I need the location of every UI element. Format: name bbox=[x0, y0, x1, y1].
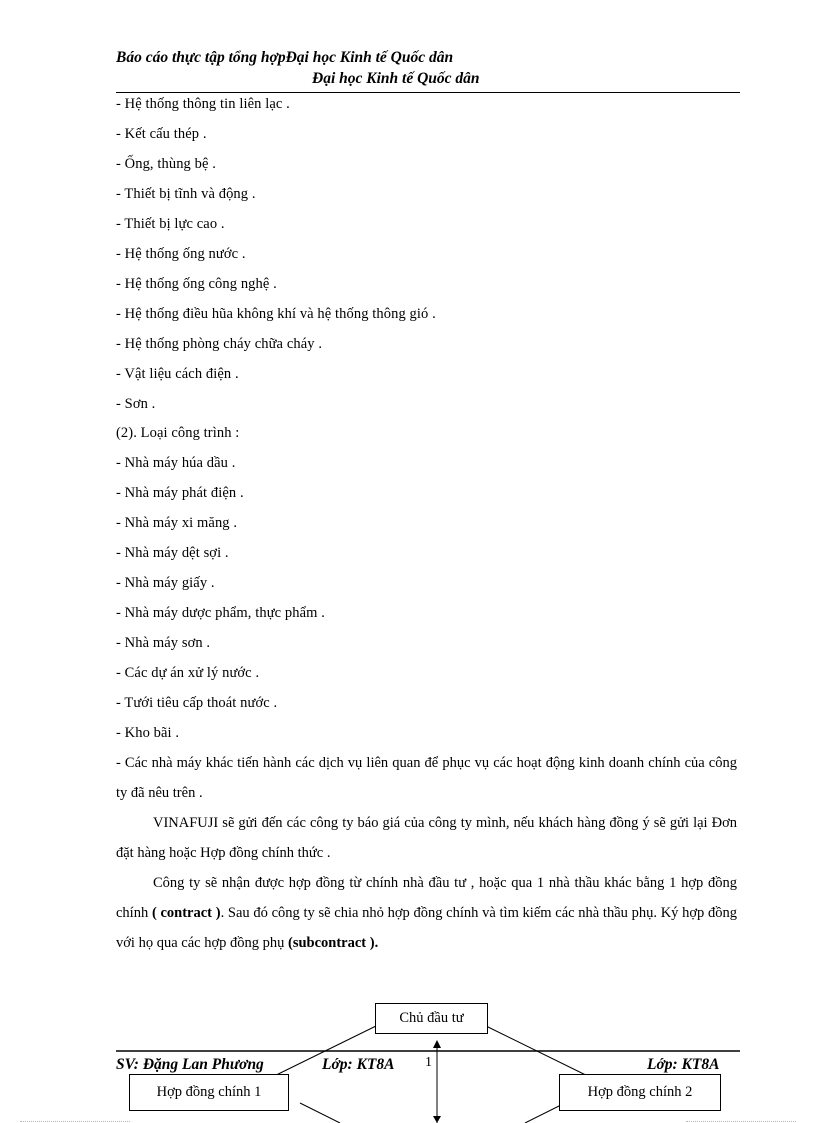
header-subtitle: Đại học Kinh tế Quốc dân bbox=[312, 70, 480, 87]
paragraph-vinafuji-text: VINAFUJI sẽ gửi đến các công ty báo giá của công ty mình, nếu khách hàng đồng ý sẽ gửi lại Đơn đặt hàng hoặc Hợp đồng chính thức . bbox=[116, 815, 737, 861]
paragraph-other-factories: - Các nhà máy khác tiến hành các dịch vụ liên quan để phục vụ các hoạt động kinh doanh chính của công ty đã nêu trên . bbox=[116, 755, 737, 801]
list-item: - Nhà máy phát điện . bbox=[116, 485, 244, 502]
paragraph-contracts-text-b: . Sau đó công ty sẽ chia nhỏ hợp đồng chính và tìm kiếm các nhà thầu phụ. Ký hợp đồng với họ qua các hợp đồng phụ bbox=[116, 905, 738, 951]
list-item: - Nhà máy dược phẩm, thực phẩm . bbox=[116, 605, 325, 622]
list-item: - Ống, thùng bệ . bbox=[116, 155, 216, 172]
list-item: - Nhà máy giấy . bbox=[116, 575, 215, 592]
footer-class-right: Lớp: KT8A bbox=[647, 1056, 720, 1073]
list-item: - Kho bãi . bbox=[116, 724, 180, 741]
list-item: - Hệ thống thông tin liên lạc . bbox=[116, 96, 290, 112]
page-number: 1 bbox=[425, 1055, 432, 1070]
page-edge-dots-right bbox=[686, 1121, 796, 1122]
page-edge-dots-left bbox=[20, 1121, 130, 1122]
list-item: - Các dự án xử lý nước . bbox=[116, 665, 260, 682]
list-item: - Vật liệu cách điện . bbox=[116, 365, 239, 382]
footer-student: SV: Đặng Lan Phương bbox=[116, 1056, 264, 1073]
list-item: - Nhà máy dệt sợi . bbox=[116, 545, 229, 562]
list-item: - Nhà máy sơn . bbox=[116, 635, 211, 652]
list-item: - Hệ thống phòng cháy chữa cháy . bbox=[116, 335, 323, 352]
subcontract-term: (subcontract ). bbox=[287, 935, 379, 951]
list-item: - Hệ thống ống nước . bbox=[116, 245, 246, 262]
contract-term: ( contract ) bbox=[151, 905, 221, 921]
center-arrow-down bbox=[433, 1116, 441, 1123]
list-item: - Tưới tiêu cấp thoát nước . bbox=[116, 695, 278, 711]
list-item: - Hệ thống ống công nghệ . bbox=[116, 275, 277, 292]
header-title: Báo cáo thực tập tổng hợpĐại học Kinh tế Quốc dân bbox=[116, 49, 454, 66]
list-item: - Sơn . bbox=[116, 395, 156, 412]
list-item: - Nhà máy húa dầu . bbox=[116, 455, 236, 472]
investor-box: Chủ đầu tư bbox=[375, 1003, 488, 1034]
main-contract-1-box: Hợp đồng chính 1 bbox=[129, 1074, 289, 1111]
list-item: - Thiết bị tĩnh và động . bbox=[116, 185, 256, 202]
main-contract-2-box: Hợp đồng chính 2 bbox=[559, 1074, 721, 1111]
left-branch-line bbox=[300, 1103, 340, 1123]
list-item: - Nhà máy xi măng . bbox=[116, 515, 238, 532]
paragraph-contracts-text-a: Công ty sẽ nhận được hợp đồng từ chính nhà đầu tư , hoặc qua 1 nhà thầu khác bằng 1 hợp đồng chính bbox=[116, 875, 737, 921]
list-item: - Thiết bị lực cao . bbox=[116, 215, 225, 232]
list-item: - Kết cấu thép . bbox=[116, 125, 207, 142]
list-item: - Hệ thống điều hũa không khí và hệ thống thông gió . bbox=[116, 305, 436, 322]
footer-class-left: Lớp: KT8A bbox=[322, 1056, 395, 1073]
center-arrow-up bbox=[433, 1040, 441, 1048]
list-item: (2). Loại công trình : bbox=[116, 425, 240, 442]
